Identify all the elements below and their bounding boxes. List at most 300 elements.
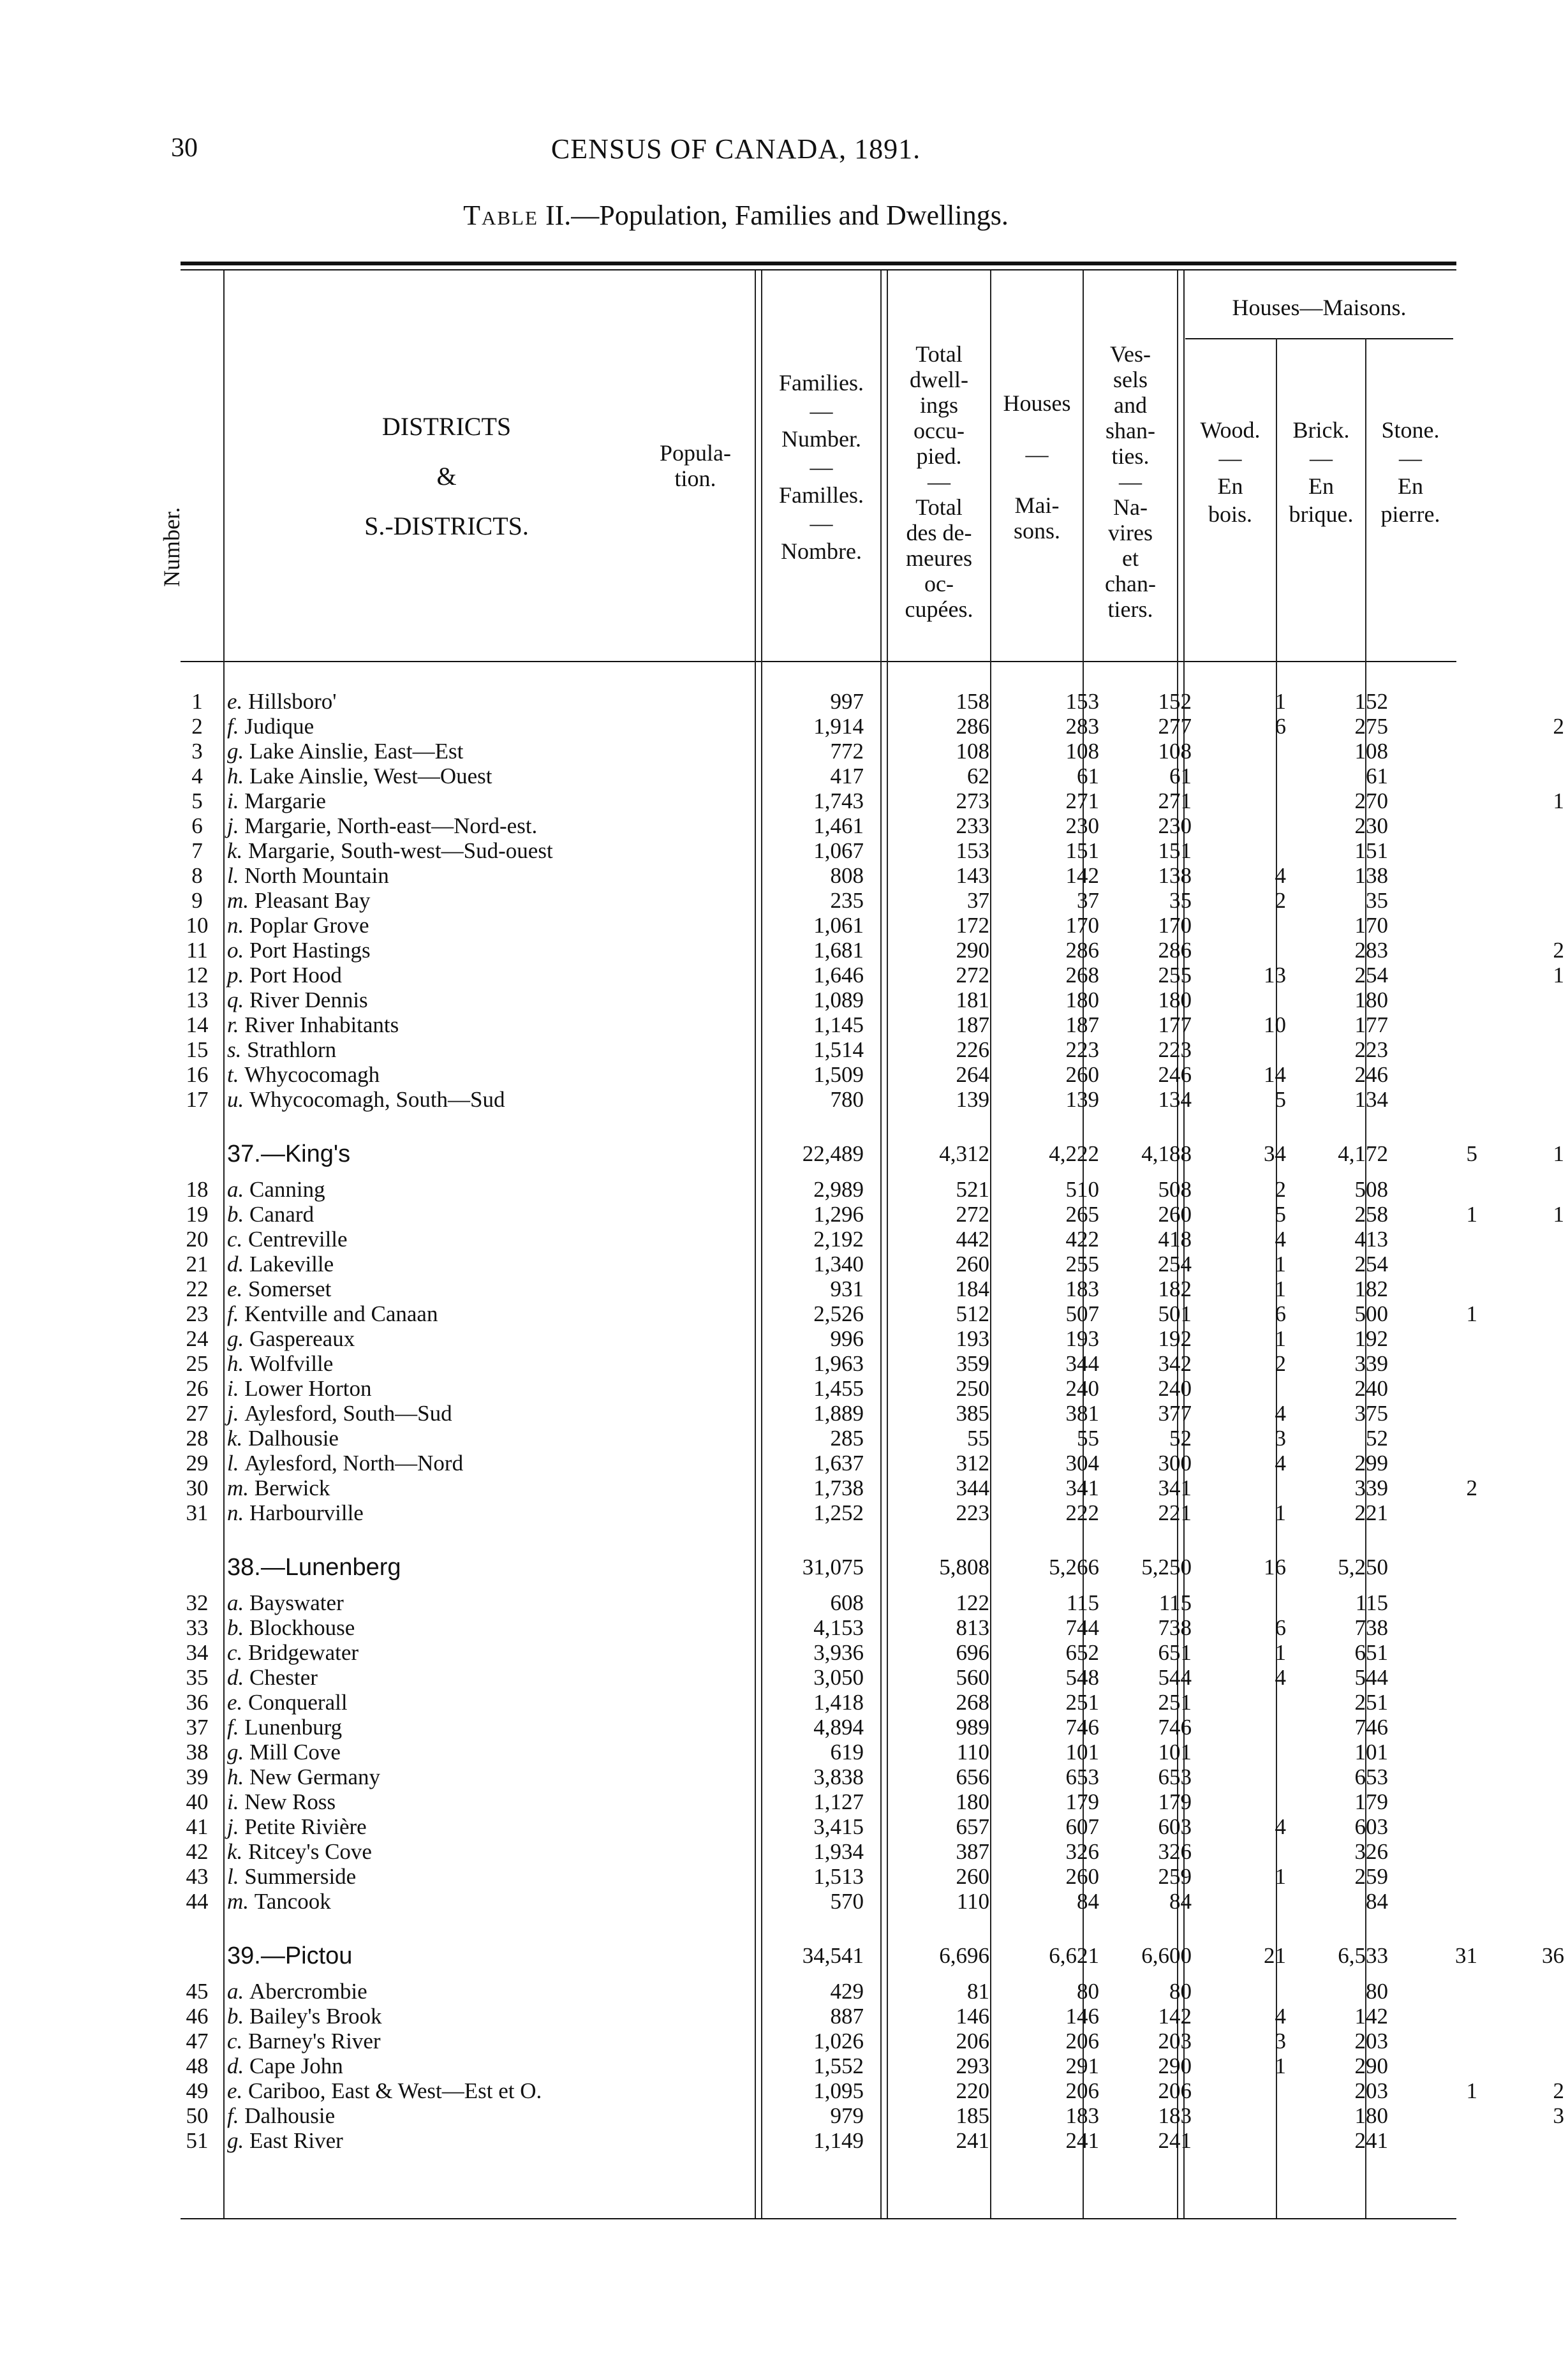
pop-cell: 1,145 [813,1012,864,1037]
wood-cell: 221 [1354,1500,1388,1525]
wood-cell: 251 [1354,1690,1388,1715]
houses-cell: 182 [1158,1276,1192,1301]
pop-cell: 1,514 [813,1037,864,1062]
fam-cell: 206 [956,2029,989,2054]
district-name [223,2004,756,2029]
district-name [223,1062,756,1087]
row-number: 15 [186,1037,209,1062]
table-row [171,1765,1568,1789]
wood-cell: 52 [1366,1426,1388,1451]
row-number: 16 [186,1062,209,1087]
table-row [171,1326,1568,1351]
vessels-cell: 1 [1275,1500,1286,1525]
pop-cell: 1,509 [813,1062,864,1087]
brick-cell [1392,988,1481,1012]
pop-cell: 979 [830,2103,864,2128]
district-name [223,739,756,764]
brick-cell: 1 [1466,1202,1477,1227]
stone-cell [1481,1376,1568,1401]
brick-cell [1392,1789,1481,1814]
dwell-cell: 260 [1065,1062,1099,1087]
district-name [223,988,756,1012]
district-name [223,1740,756,1765]
wood-cell: 258 [1354,1202,1388,1227]
district-label: Margarie, North-east—Nord-est. [244,813,538,838]
row-number: 30 [186,1476,209,1500]
dwell-cell: 223 [1065,1037,1099,1062]
district-label: Centreville [248,1227,348,1252]
brick-cell [1392,1426,1481,1451]
stone-cell [1481,988,1568,1012]
stone-cell [1481,1544,1568,1590]
houses-cell: 326 [1158,1839,1192,1864]
district-letter: j. [227,813,245,838]
vessels-cell [1195,1889,1290,1914]
table-row [171,1640,1568,1665]
wood-cell: 4,172 [1338,1141,1388,1166]
district-name [223,1765,756,1789]
wood-cell: 182 [1354,1276,1388,1301]
pop-cell: 1,963 [813,1351,864,1376]
pop-cell: 997 [830,689,864,714]
district-label: North Mountain [244,863,389,888]
stone-cell [1481,1451,1568,1476]
stone-cell: 2 [1553,938,1564,963]
district-label: Wolfville [249,1351,334,1376]
fam-cell: 187 [956,1012,989,1037]
fam-cell: 108 [956,739,989,764]
district-letter: h. [227,1765,249,1789]
stone-cell [1481,1864,1568,1889]
district-label: Aylesford, South—Sud [244,1401,452,1426]
dwell-cell: 6,621 [1049,1943,1099,1968]
vessels-cell: 13 [1264,963,1286,988]
district-label: Whycocomagh, South—Sud [249,1087,505,1112]
brick-cell [1392,913,1481,938]
district-name [223,1202,756,1227]
wood-cell: 259 [1354,1864,1388,1889]
row-number: 50 [186,2103,209,2128]
table-row [171,1979,1568,2004]
fam-cell: 293 [956,2054,989,2078]
district-name [223,1839,756,1864]
stone-cell [1481,1615,1568,1640]
district-label: 37.—King's [227,1141,351,1167]
district-label: Lake Ainslie, West—Ouest [249,764,492,788]
table-row [171,1276,1568,1301]
fam-cell: 387 [956,1839,989,1864]
district-label: Hillsboro' [248,689,337,714]
row-number [171,1131,223,1177]
district-letter: e. [227,2078,249,2103]
brick-cell [1392,1979,1481,2004]
dwell-cell: 4,222 [1049,1141,1099,1166]
district-label: 39.—Pictou [227,1943,353,1969]
stone-cell [1481,1276,1568,1301]
stone-cell: 3 [1553,2103,1564,2128]
district-letter: l. [227,863,245,888]
families-header: Families. — Number. — Familles. — Nombre. [779,370,864,564]
vessels-cell: 1 [1275,1276,1286,1301]
dwell-cell: 241 [1065,2128,1099,2153]
fam-cell: 560 [956,1665,989,1690]
wood-cell: 177 [1354,1012,1388,1037]
row-number: 11 [186,938,208,963]
pop-cell: 4,894 [813,1715,864,1740]
district-label: Lunenburg [244,1715,343,1740]
houses-cell: 342 [1158,1351,1192,1376]
row-number: 40 [186,1789,209,1814]
fam-cell: 268 [956,1690,989,1715]
table-row [171,1037,1568,1062]
district-label: Tancook [254,1889,331,1914]
pop-cell: 34,541 [802,1943,864,1968]
fam-cell: 241 [956,2128,989,2153]
dwell-cell: 142 [1065,863,1099,888]
table-row [171,1665,1568,1690]
number-header: Number. [159,507,184,587]
district-name [223,1715,756,1740]
district-label: Aylesford, North—Nord [244,1451,464,1476]
brick-cell [1392,1037,1481,1062]
district-letter: d. [227,2054,249,2078]
wood-cell: 254 [1354,1252,1388,1276]
district-label: Chester [249,1665,318,1690]
district-label: Kentville and Canaan [244,1301,438,1326]
pop-cell: 4,153 [813,1615,864,1640]
wood-cell: 180 [1354,2103,1388,2128]
dwell-cell: 55 [1077,1426,1099,1451]
wood-cell: 203 [1354,2029,1388,2054]
district-label: Lake Ainslie, East—Est [249,739,464,764]
brick-cell [1392,689,1481,714]
district-name [223,1252,756,1276]
dwell-cell: 381 [1065,1401,1099,1426]
houses-cell: 271 [1158,788,1192,813]
brick-cell [1392,2029,1481,2054]
row-number: 45 [186,1979,209,2004]
brick-cell [1392,1640,1481,1665]
district-name [223,1087,756,1112]
pop-cell: 1,914 [813,714,864,739]
wood-cell: 203 [1354,2078,1388,2103]
fam-cell: 260 [956,1864,989,1889]
row-number: 36 [186,1690,209,1715]
district-letter: c. [227,1640,249,1665]
dwell-cell: 291 [1065,2054,1099,2078]
dwell-cell: 193 [1065,1326,1099,1351]
dwell-cell: 607 [1065,1814,1099,1839]
pop-cell: 2,526 [813,1301,864,1326]
stone-cell [1481,838,1568,863]
vessels-cell [1195,938,1290,963]
district-name [223,1131,756,1177]
houses-cell: 192 [1158,1326,1192,1351]
houses-cell: 277 [1158,714,1192,739]
district-letter: k. [227,1839,249,1864]
table-row [171,1500,1568,1525]
wood-cell: 115 [1355,1590,1388,1615]
table-row [171,2103,1568,2128]
pop-cell: 931 [830,1276,864,1301]
row-number: 3 [191,739,203,764]
pop-cell: 996 [830,1326,864,1351]
fam-cell: 4,312 [939,1141,989,1166]
pop-cell: 1,296 [813,1202,864,1227]
pop-cell: 1,461 [813,813,864,838]
dwell-cell: 652 [1065,1640,1099,1665]
table-title-text: II.—Population, Families and Dwellings. [545,200,1009,231]
subdistricts-label: S.-DISTRICTS. [364,512,529,540]
fam-cell: 158 [956,689,989,714]
pop-cell: 1,513 [813,1864,864,1889]
pop-cell: 1,646 [813,963,864,988]
wood-cell: 152 [1354,689,1388,714]
stone-cell [1481,1426,1568,1451]
houses-header: Houses — Mai- sons. [1003,390,1071,544]
wood-cell: 180 [1354,988,1388,1012]
pop-cell: 1,743 [813,788,864,813]
district-name [223,1351,756,1376]
wood-cell: 375 [1354,1401,1388,1426]
row-number: 33 [186,1615,209,1640]
brick-cell [1392,1500,1481,1525]
dwell-cell: 179 [1065,1789,1099,1814]
stone-cell [1481,1037,1568,1062]
brick-cell [1392,1889,1481,1914]
houses-cell: 151 [1158,838,1192,863]
table-row [171,1401,1568,1426]
row-number: 37 [186,1715,209,1740]
stone-cell [1481,2054,1568,2078]
stone-cell [1481,1476,1568,1500]
district-label: East River [249,2128,343,2153]
brick-cell [1392,1814,1481,1839]
district-name [223,1544,756,1590]
table-row [171,1789,1568,1814]
dwellings-header: Total dwell- ings occu- pied. — Total des de- meures oc- cupées. [905,341,973,622]
pop-cell: 1,455 [813,1376,864,1401]
district-label: Port Hastings [249,938,371,963]
district-name [223,1814,756,1839]
houses-cell: 501 [1158,1301,1192,1326]
row-number: 32 [186,1590,209,1615]
district-letter: m. [227,1476,255,1500]
stone-cell [1481,1740,1568,1765]
brick-cell [1392,1665,1481,1690]
wood-cell: 101 [1354,1740,1388,1765]
wood-cell: 223 [1354,1037,1388,1062]
district-label: Canning [249,1177,325,1202]
brick-cell [1392,1715,1481,1740]
row-number: 25 [186,1351,209,1376]
row-number: 41 [186,1814,209,1839]
district-label: Summerside [244,1864,357,1889]
row-number: 49 [186,2078,209,2103]
wood-header: Wood. — En bois. [1200,417,1261,527]
district-letter: g. [227,2128,249,2153]
dwell-cell: 251 [1065,1690,1099,1715]
row-number: 24 [186,1326,209,1351]
fam-cell: 250 [956,1376,989,1401]
district-name [223,888,756,913]
fam-cell: 272 [956,1202,989,1227]
district-label: Gaspereaux [249,1326,355,1351]
table-row [171,1814,1568,1839]
row-number: 5 [191,788,203,813]
stone-cell [1481,1087,1568,1112]
wood-cell: 170 [1354,913,1388,938]
header-bottom-rule [181,661,1456,662]
district-label: Petite Rivière [244,1814,367,1839]
fam-cell: 813 [956,1615,989,1640]
page-title: CENSUS OF CANADA, 1891. [551,133,921,165]
houses-cell: 108 [1158,739,1192,764]
district-label: Whycocomagh [244,1062,380,1087]
table-row [171,1590,1568,1615]
houses-cell: 259 [1158,1864,1192,1889]
dwell-cell: 187 [1065,1012,1099,1037]
wood-cell: 651 [1354,1640,1388,1665]
brick-cell [1392,2103,1481,2128]
district-name [223,1615,756,1640]
vessels-cell [1195,1590,1290,1615]
houses-cell: 115 [1158,1590,1192,1615]
brick-cell [1392,863,1481,888]
row-number: 10 [186,913,209,938]
fam-cell: 172 [956,913,989,938]
vessels-cell [1195,1690,1290,1715]
houses-cell: 35 [1169,888,1192,913]
vessels-cell [1195,1740,1290,1765]
fam-cell: 521 [956,1177,989,1202]
fam-cell: 233 [956,813,989,838]
vessels-cell: 1 [1275,1252,1286,1276]
stone-cell [1481,1665,1568,1690]
district-letter: f. [227,1301,245,1326]
houses-cell: 101 [1158,1740,1192,1765]
brick-cell [1392,1690,1481,1715]
table-row [171,1202,1568,1227]
fam-cell: 223 [956,1500,989,1525]
pop-cell: 1,252 [813,1500,864,1525]
vessels-cell: 6 [1275,1615,1286,1640]
fam-cell: 139 [956,1087,989,1112]
stone-cell [1481,1715,1568,1740]
brick-cell [1392,1087,1481,1112]
county-total-row [171,1933,1568,1979]
stone-cell [1481,689,1568,714]
houses-cell: 230 [1158,813,1192,838]
stone-cell [1481,888,1568,913]
table-row [171,689,1568,714]
district-label: Blockhouse [249,1615,355,1640]
row-number: 17 [186,1087,209,1112]
district-name [223,863,756,888]
dwell-cell: 422 [1065,1227,1099,1252]
district-name [223,1690,756,1715]
district-name [223,764,756,788]
houses-cell: 138 [1158,863,1192,888]
houses-cell: 341 [1158,1476,1192,1500]
table-row [171,1864,1568,1889]
brick-cell [1392,813,1481,838]
dwell-cell: 153 [1065,689,1099,714]
stone-cell [1481,1062,1568,1087]
district-letter: o. [227,938,249,963]
houses-cell: 221 [1158,1500,1192,1525]
houses-cell: 251 [1158,1690,1192,1715]
district-letter: j. [227,1401,245,1426]
district-letter: s. [227,1037,248,1062]
brick-cell [1392,1177,1481,1202]
stone-cell [1481,739,1568,764]
houses-cell: 746 [1158,1715,1192,1740]
district-label: Dalhousie [244,2103,336,2128]
fam-cell: 146 [956,2004,989,2029]
vessels-cell: 21 [1264,1943,1286,1968]
houses-cell: 300 [1158,1451,1192,1476]
dwell-cell: 80 [1077,1979,1099,2004]
county-total-row [171,1131,1568,1177]
fam-cell: 226 [956,1037,989,1062]
stone-cell [1481,2004,1568,2029]
district-letter: b. [227,1202,249,1227]
census-table [171,689,1568,2153]
district-label: Judique [244,714,314,739]
dwell-cell: 326 [1065,1839,1099,1864]
fam-cell: 6,696 [939,1943,989,1968]
fam-cell: 122 [956,1590,989,1615]
brick-cell [1392,1351,1481,1376]
brick-cell: 31 [1455,1943,1477,1968]
table-row [171,2078,1568,2103]
houses-cell: 183 [1158,2103,1192,2128]
table-row [171,739,1568,764]
pop-cell: 235 [830,888,864,913]
dwell-cell: 139 [1065,1087,1099,1112]
table-row [171,1451,1568,1476]
brick-cell [1392,838,1481,863]
houses-cell: 290 [1158,2054,1192,2078]
table-row [171,1690,1568,1715]
pop-cell: 1,681 [813,938,864,963]
stone-cell: 1 [1553,788,1564,813]
pop-cell: 570 [830,1889,864,1914]
table-row [171,938,1568,963]
district-name [223,1933,756,1979]
brick-cell [1392,938,1481,963]
vessels-cell [1195,988,1290,1012]
row-number: 47 [186,2029,209,2054]
wood-cell: 134 [1354,1087,1388,1112]
pop-cell: 1,552 [813,2054,864,2078]
table-body [171,689,1568,2153]
brick-cell: 2 [1466,1476,1477,1500]
table-row [171,1351,1568,1376]
dwell-cell: 746 [1065,1715,1099,1740]
table-row [171,1476,1568,1500]
district-letter: q. [227,988,249,1012]
dwell-cell: 268 [1065,963,1099,988]
district-label: Bailey's Brook [249,2004,382,2029]
brick-cell [1392,1276,1481,1301]
district-label: River Dennis [249,988,368,1012]
row-number: 9 [191,888,203,913]
district-letter: b. [227,1615,249,1640]
district-name [223,1276,756,1301]
houses-cell: 544 [1158,1665,1192,1690]
